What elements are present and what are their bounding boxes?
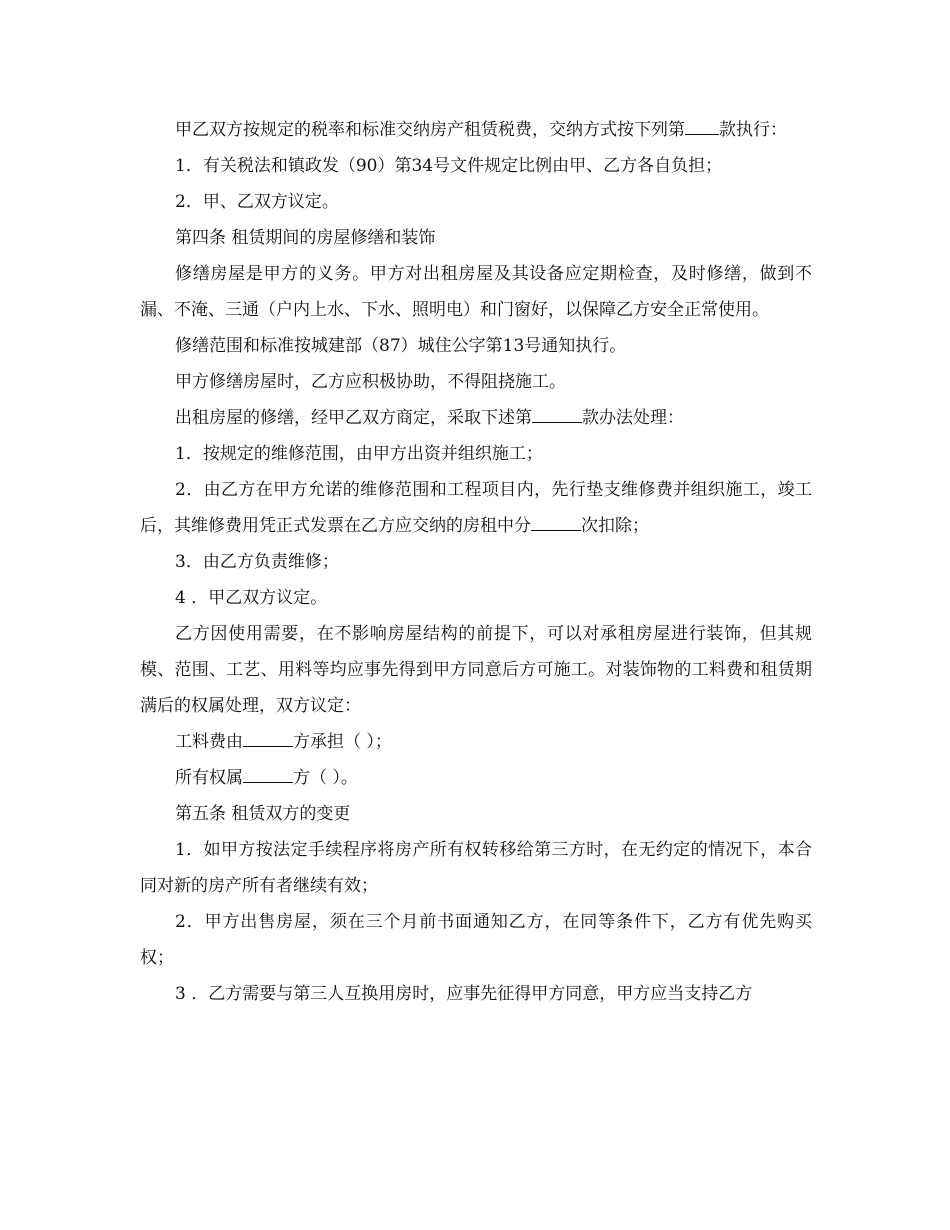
paragraph-change-2: [140, 904, 812, 976]
fill-in-blank[interactable]: [685, 133, 719, 135]
paragraph-repair-option-1: [140, 436, 812, 472]
paragraph-repair-option-4: [140, 580, 812, 616]
heading-text: 第四条 租赁期间的房屋修缮和装饰: [175, 228, 436, 248]
paragraph-repair-scope: [140, 328, 812, 364]
paragraph-text-tail: 款执行：: [719, 120, 787, 140]
paragraph-repair-option-3: [140, 544, 812, 580]
paragraph-text: 3．由乙方负责维修；: [175, 552, 339, 572]
fill-in-blank[interactable]: [532, 421, 582, 423]
paragraph-tax-payment: [140, 112, 812, 148]
paragraph-material-cost: [140, 724, 812, 760]
paragraph-text: 工料费由: [175, 732, 243, 752]
fill-in-blank[interactable]: [243, 745, 293, 747]
paragraph-tax-option-1: [140, 148, 812, 184]
paragraph-text: 出租房屋的修缮，经甲乙双方商定，采取下述第: [175, 408, 532, 428]
fill-in-blank[interactable]: [243, 781, 293, 783]
paragraph-text: 乙方因使用需要，在不影响房屋结构的前提下，可以对承租房屋进行装饰，但其规模、范围、工艺、用料等均应事先得到甲方同意后方可施工。对装饰物的工料费和租赁期满后的权属处理，双方议定：: [140, 624, 812, 716]
paragraph-text-tail: 次扣除；: [581, 516, 649, 536]
paragraph-ownership: [140, 760, 812, 796]
paragraph-text: 2．甲、乙双方议定。: [175, 192, 339, 212]
paragraph-text: 甲乙双方按规定的税率和标准交纳房产租赁税费，交纳方式按下列第: [175, 120, 685, 140]
fill-in-blank[interactable]: [531, 529, 581, 531]
paragraph-text: 4 ．甲乙双方议定。: [175, 588, 328, 608]
paragraph-text: 2．由乙方在甲方允诺的维修范围和工程项目内，先行垫支维修费并组织施工，竣工后，其维修费用凭正式发票在乙方应交纳的房租中分: [140, 480, 812, 536]
paragraph-change-3: [140, 976, 812, 1012]
section-heading-article-5: [140, 796, 812, 832]
paragraph-decoration: [140, 616, 812, 724]
paragraph-repair-cooperation: [140, 364, 812, 400]
paragraph-text: 1．有关税法和镇政发（90）第34号文件规定比例由甲、乙方各自负担；: [175, 156, 723, 176]
paragraph-tax-option-2: [140, 184, 812, 220]
paragraph-text: 甲方修缮房屋时，乙方应积极协助，不得阻挠施工。: [175, 372, 566, 392]
paragraph-repair-option-2: [140, 472, 812, 544]
paragraph-text: 1．按规定的维修范围，由甲方出资并组织施工；: [175, 444, 543, 464]
paragraph-text-tail: 款办法处理：: [582, 408, 684, 428]
section-heading-article-4: [140, 220, 812, 256]
paragraph-text: 2．甲方出售房屋，须在三个月前书面通知乙方，在同等条件下，乙方有优先购买权；: [140, 912, 812, 968]
paragraph-text-tail: 方承担（ ）；: [293, 732, 392, 752]
paragraph-change-1: [140, 832, 812, 904]
paragraph-text: 修缮房屋是甲方的义务。甲方对出租房屋及其设备应定期检查，及时修缮，做到不漏、不淹、三通（户内上水、下水、照明电）和门窗好，以保障乙方安全正常使用。: [140, 264, 812, 320]
paragraph-text: 所有权属: [175, 768, 243, 788]
paragraph-repair-duty: [140, 256, 812, 328]
heading-text: 第五条 租赁双方的变更: [175, 804, 351, 824]
paragraph-text: 1．如甲方按法定手续程序将房产所有权转移给第三方时，在无约定的情况下，本合同对新的房产所有者继续有效；: [140, 840, 812, 896]
paragraph-repair-method: [140, 400, 812, 436]
paragraph-text-tail: 方（ ）。: [293, 768, 358, 788]
paragraph-text: 3 ．乙方需要与第三人互换用房时，应事先征得甲方同意，甲方应当支持乙方: [175, 984, 753, 1004]
paragraph-text: 修缮范围和标准按城建部（87）城住公字第13号通知执行。: [175, 336, 627, 356]
